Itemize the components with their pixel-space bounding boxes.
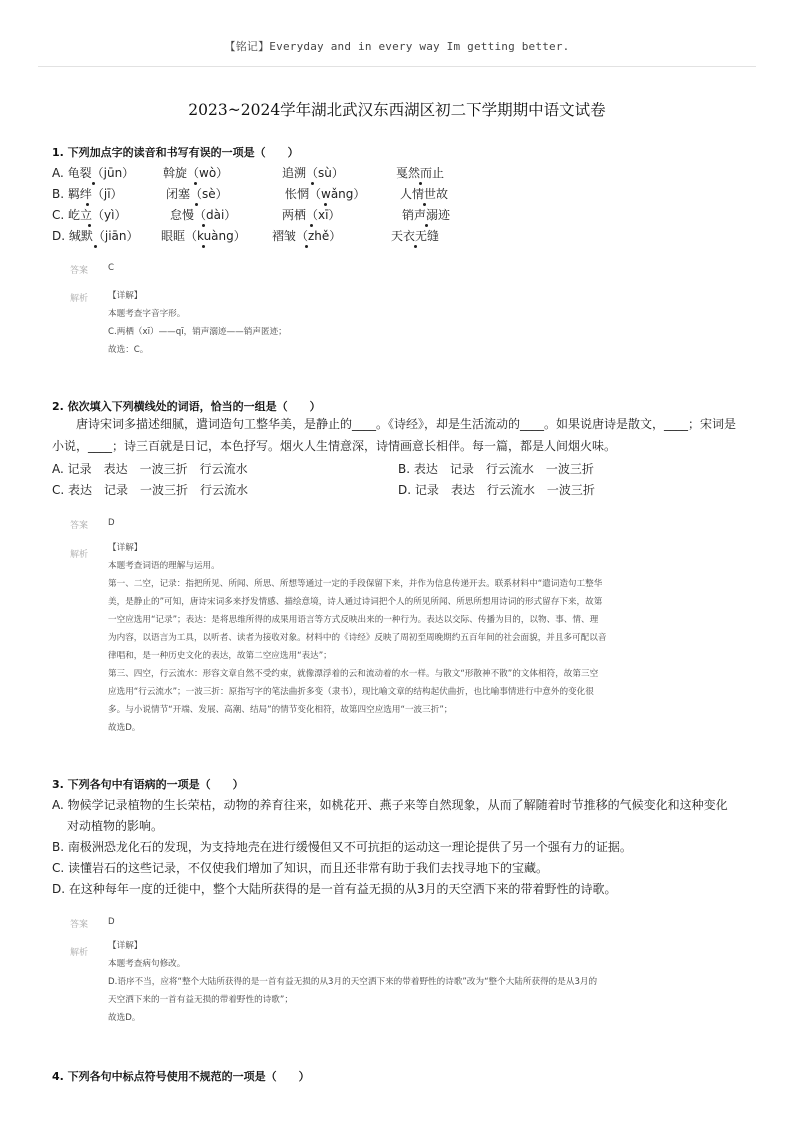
option-text: A. 龟裂（jūn） <box>52 166 135 180</box>
analysis-line: 美，是静止的”可知，唐诗宋词多来抒发情感、描绘意境，诗人通过诗词把个人的所见所闻、所思所想用诗词的形式留存下来，故第 <box>108 597 603 607</box>
option-text: 人情世故 <box>400 187 449 201</box>
analysis-label: 解析 <box>70 294 89 304</box>
q1-option-b <box>52 185 123 202</box>
q3-option-d: D. 在这种每年一度的迁徙中，整个大陆所获得的是一首有益无损的从3月的天空洒下来的带着野性的诗歌。 <box>52 882 617 896</box>
analysis-label: 解析 <box>70 550 89 560</box>
q1-option-c-2 <box>170 206 236 223</box>
analysis-line: 故选D。 <box>108 1013 141 1023</box>
q1-option-d-3 <box>272 227 341 244</box>
analysis-line: 一空应选用“记录”；表达：是将思维所得的成果用语言等方式反映出来的一种行为。表达以交际、传播为目的，以物、事、情、理 <box>108 615 599 625</box>
q3-option-a-cont: 对动植物的影响。 <box>67 819 164 833</box>
q1-option-c-4 <box>402 206 450 223</box>
question-3-stem: 3. 下列各句中有语病的一项是（ ） <box>52 778 244 791</box>
analysis-line: 天空洒下来的一首有益无损的带着野性的诗歌”； <box>108 995 293 1005</box>
q3-option-c: C. 读懂岩石的这些记录，不仅使我们增加了知识，而且还非常有助于我们去找寻地下的宝藏。 <box>52 861 549 875</box>
option-text: 怅惘（wǎng） <box>285 187 366 201</box>
question-2-passage <box>52 413 742 457</box>
option-text: 眼眶（kuàng） <box>161 229 246 243</box>
analysis-line: 【详解】 <box>108 291 143 301</box>
option-text: D. 缄默（jiān） <box>52 229 139 243</box>
q1-option-a <box>52 164 134 181</box>
analysis-line: 应选用“行云流水”；一波三折：原指写字的笔法曲折多变（隶书），现比喻文章的结构起伏曲折，也比喻事情进行中意外的变化很 <box>108 687 594 697</box>
analysis-line: 【详解】 <box>108 543 143 553</box>
analysis-line: 第一、二空，记录：指把所见、所闻、所思、所想等通过一定的手段保留下来，并作为信息传递开去。联系材料中“遣词造句工整华 <box>108 579 603 589</box>
analysis-line: 【详解】 <box>108 941 143 951</box>
q1-option-b-4 <box>400 185 448 202</box>
answer-value: D <box>108 518 115 528</box>
q1-option-d <box>52 227 139 244</box>
q2-option-d: D. 记录 表达 行云流水 一波三折 <box>398 483 595 497</box>
q1-option-b-3 <box>285 185 365 202</box>
analysis-line: 本题考查字音字形。 <box>108 309 186 319</box>
analysis-line: 本题考查词语的理解与运用。 <box>108 561 220 571</box>
analysis-line: 为内容，以语言为工具，以听者、读者为接收对象。材料中的《诗经》反映了周初至周晚期约五百年间的社会面貌，并且多可配以音 <box>108 633 607 643</box>
motto: 【铭记】Everyday and in every way Im getting better. <box>224 40 570 53</box>
q1-option-a-2 <box>163 164 228 181</box>
q1-option-c <box>52 206 126 223</box>
q3-option-b: B. 南极洲恐龙化石的发现，为支持地壳在进行缓慢但又不可抗拒的运动这一理论提供了另一个强有力的证据。 <box>52 840 632 854</box>
option-text: B. 羁绊（jī） <box>52 187 123 201</box>
option-text: 斡旋（wò） <box>163 166 229 180</box>
q1-option-a-3 <box>282 164 344 181</box>
analysis-label: 解析 <box>70 948 89 958</box>
analysis-line: D.语序不当，应将“整个大陆所获得的是一首有益无损的从3月的天空洒下来的带着野性的诗歌”改为“整个大陆所获得的是从3月的 <box>108 977 598 987</box>
analysis-block <box>108 539 718 737</box>
option-text: 怠慢（dài） <box>170 208 237 222</box>
answer-label: 答案 <box>70 920 89 930</box>
q2-option-c: C. 表达 记录 一波三折 行云流水 <box>52 483 249 497</box>
option-text: 销声溺迹 <box>402 208 451 222</box>
option-text: 两栖（xī） <box>282 208 341 222</box>
answer-label: 答案 <box>70 521 89 531</box>
q1-option-d-2 <box>161 227 246 244</box>
option-text: 天衣无缝 <box>391 229 440 243</box>
q1-option-d-4 <box>391 227 439 244</box>
option-text: 追溯（sù） <box>282 166 344 180</box>
answer-label: 答案 <box>70 266 89 276</box>
q2-option-a: A. 记录 表达 一波三折 行云流水 <box>52 462 248 476</box>
option-text: 褶皱（zhě） <box>272 229 342 243</box>
q1-option-a-4 <box>396 164 444 181</box>
analysis-line: 第三、四空，行云流水：形容文章自然不受约束，就像漂浮着的云和流动着的水一样。与散文“形散神不散”的文体相符，故第三空 <box>108 669 599 679</box>
analysis-line: 故选：C。 <box>108 345 149 355</box>
analysis-line: 本题考查病句修改。 <box>108 959 186 969</box>
option-text: 戛然而止 <box>396 166 445 180</box>
passage-line: 唐诗宋词多描述细腻，遣词造句工整华美，是静止的____。《诗经》，却是生活流动的____。如果说唐诗是散文，____；宋词是 <box>76 417 737 431</box>
analysis-line: 故选D。 <box>108 723 141 733</box>
analysis-line: 多。与小说情节“开端、发展、高潮、结局”的情节变化相符，故第四空应选用“一波三折”； <box>108 705 453 715</box>
option-text: C. 屹立（yì） <box>52 208 127 222</box>
option-text: 闭塞（sè） <box>166 187 228 201</box>
answer-value: D <box>108 917 115 927</box>
page-title: 2023~2024学年湖北武汉东西湖区初二下学期期中语文试卷 <box>188 101 606 119</box>
q1-option-c-3 <box>282 206 340 223</box>
question-1-stem: 1. 下列加点字的读音和书写有误的一项是（ ） <box>52 146 299 159</box>
analysis-block <box>108 937 718 1027</box>
analysis-line: 律唱和，是一种历史文化的表达，故第二空应选用“表达”； <box>108 651 332 661</box>
question-2-stem: 2. 依次填入下列横线处的词语，恰当的一组是（ ） <box>52 400 321 413</box>
answer-value: C <box>108 263 115 273</box>
q3-option-a: A. 物候学记录植物的生长荣枯，动物的养育往来，如桃花开、燕子来等自然现象，从而了解随着时节推移的气候变化和这种变化 <box>52 798 728 812</box>
passage-line: 小说，____；诗三百就是日记，本色抒写。烟火人生情意深，诗情画意长相伴。每一篇，都是人间烟火味。 <box>52 439 617 453</box>
analysis-block <box>108 287 718 359</box>
divider <box>38 66 756 67</box>
analysis-line: C.两栖（xī）——qī，销声溺迹——销声匿迹； <box>108 327 287 337</box>
q2-option-b: B. 表达 记录 行云流水 一波三折 <box>398 462 594 476</box>
q1-option-b-2 <box>166 185 228 202</box>
question-4-stem: 4. 下列各句中标点符号使用不规范的一项是（ ） <box>52 1070 310 1083</box>
